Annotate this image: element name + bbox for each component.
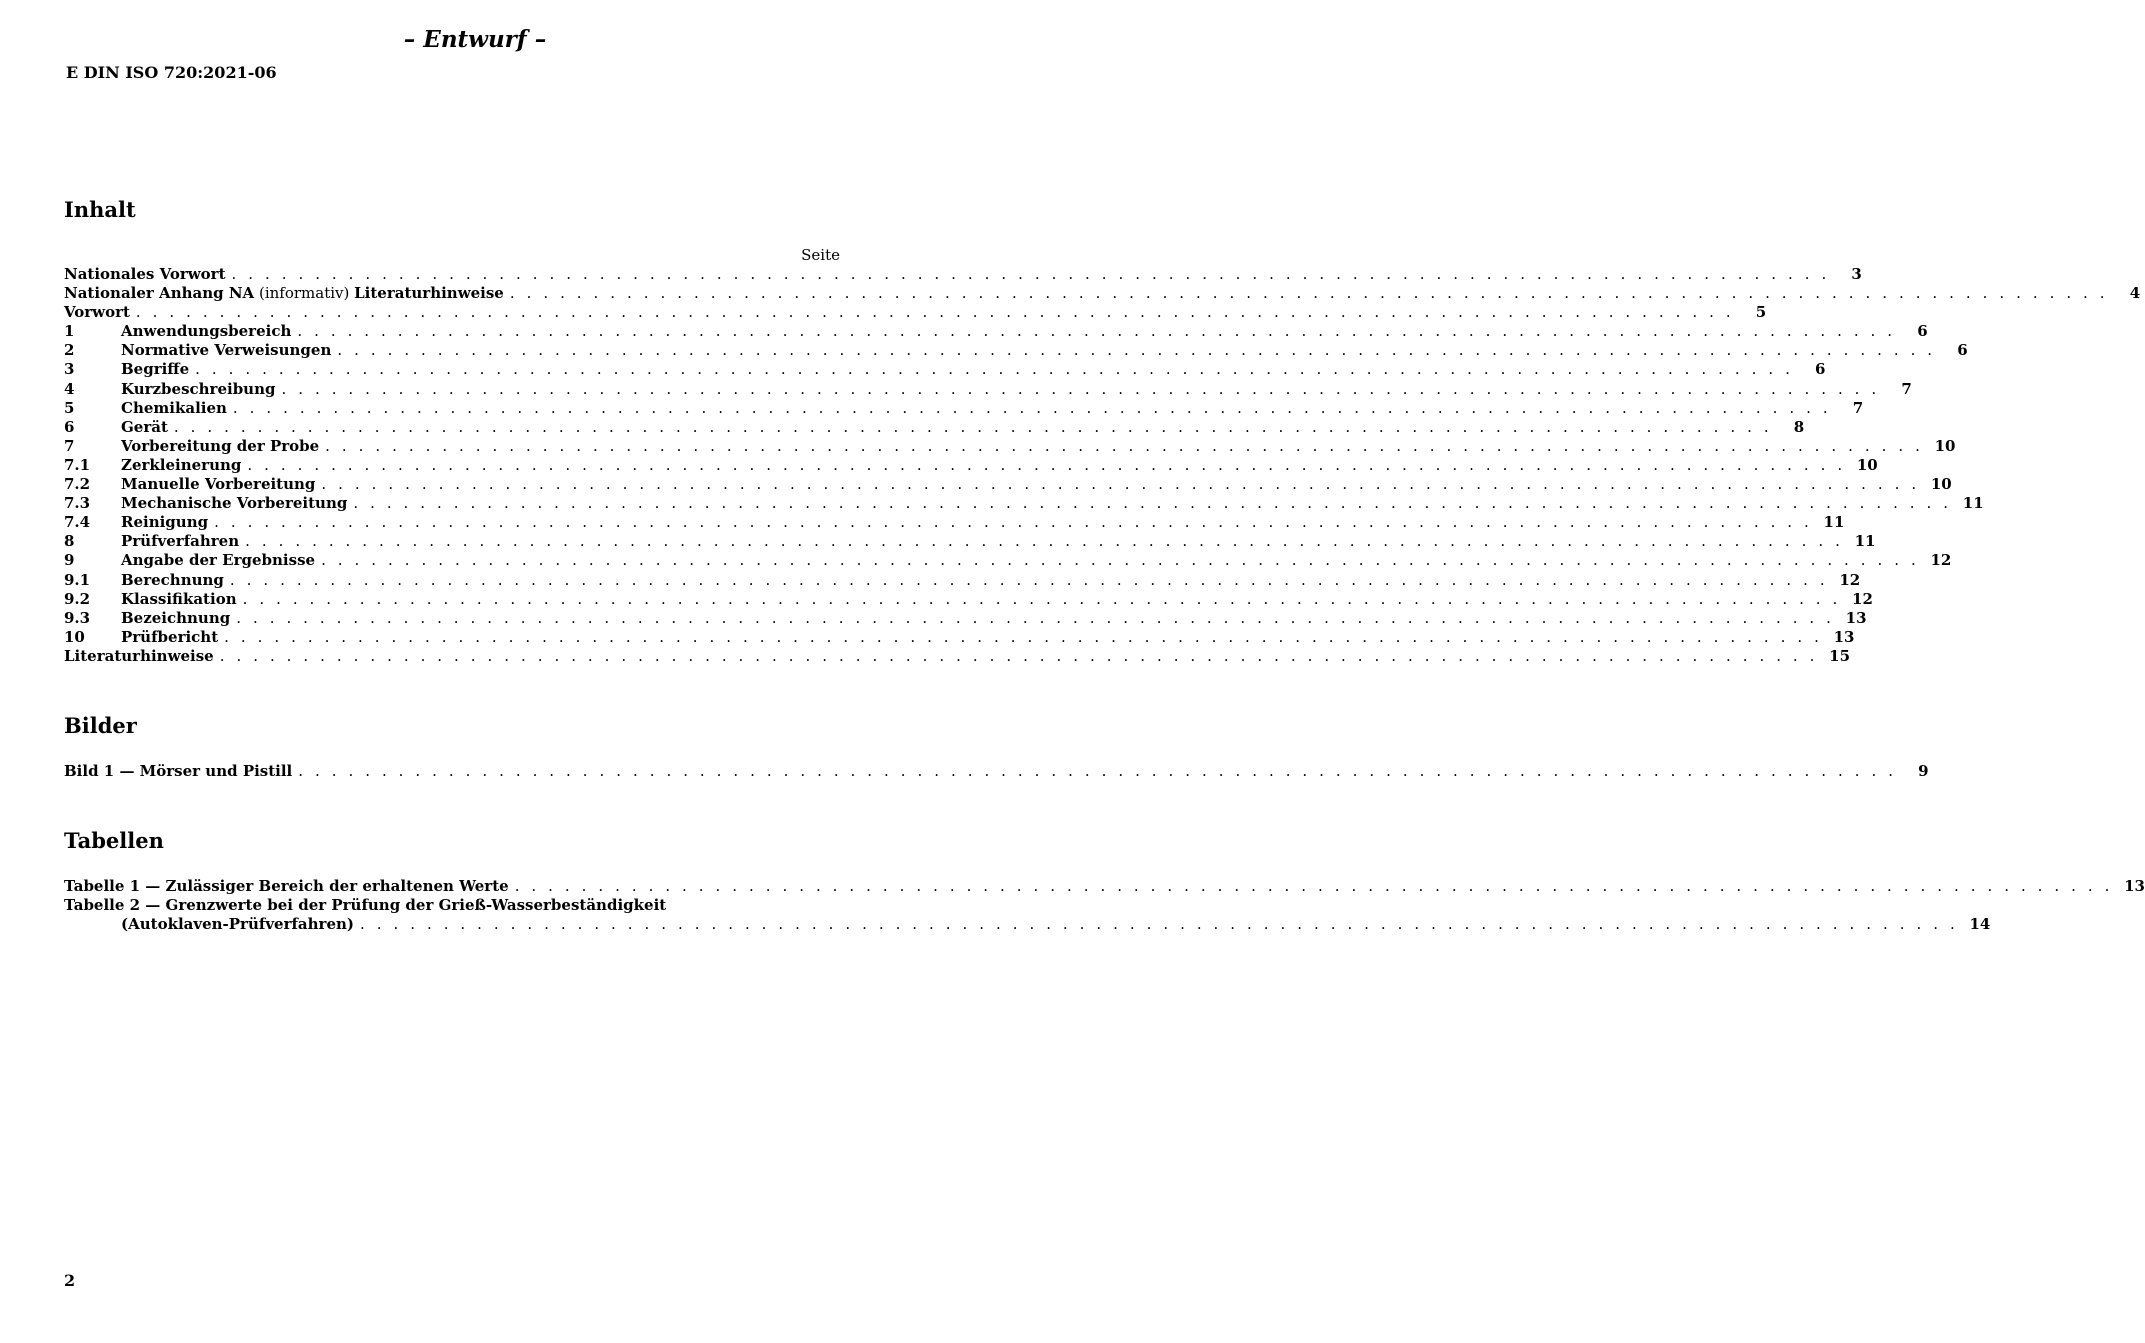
- toc-entry[interactable]: [64, 322, 1928, 341]
- toc-entry-page: 11: [1823, 513, 1845, 532]
- toc-entry-title: [121, 437, 319, 456]
- toc-entry-title-text: Literaturhinweise: [64, 646, 214, 665]
- toc-entry-number: 9.3: [64, 608, 91, 627]
- table-entry-page: 14: [1969, 915, 1991, 934]
- dot-leader: . . . . . . . . . . . . . . . . . . . . . . . . . . . . . . . . . . . . . . . . . . . . . . . . . . . . . . . . . . . . . . . . . . . . . . . . . . . . . . . . . . . . . . . . . . . . . . . .: [232, 398, 1832, 417]
- toc-entry-title-text: Gerät: [121, 417, 168, 436]
- toc-entry-page: 12: [1852, 589, 1873, 608]
- table-entry-title: Tabelle 1 — Zulässiger Bereich der erhaltenen Werte: [64, 877, 509, 895]
- dot-leader: . . . . . . . . . . . . . . . . . . . . . . . . . . . . . . . . . . . . . . . . . . . . . . . . . . . . . . . . . . . . . . . . . . . . . . . . . . . . . . . . . . . . . . . . . . . . . . . .: [509, 284, 2109, 303]
- dot-leader: . . . . . . . . . . . . . . . . . . . . . . . . . . . . . . . . . . . . . . . . . . . . . . . . . . . . . . . . . . . . . . . . . . . . . . . . . . . . . . . . . . . . . . . . . . . . . . . .: [224, 627, 1823, 646]
- toc-entry[interactable]: [64, 417, 1805, 437]
- toc-entry-page: 7: [1901, 379, 1912, 398]
- toc-entry-title: [121, 590, 237, 609]
- figure-entry-title: Bild 1 — Mörser und Pistill: [64, 762, 293, 780]
- toc-entry[interactable]: [64, 265, 1862, 284]
- toc-entry[interactable]: [64, 475, 1952, 494]
- contents-list: [64, 265, 2141, 666]
- toc-entry[interactable]: [64, 608, 1867, 628]
- toc-entry-title: [121, 571, 224, 590]
- toc-entry-title-text: Nationales Vorwort: [64, 265, 226, 283]
- dot-leader: . . . . . . . . . . . . . . . . . . . . . . . . . . . . . . . . . . . . . . . . . . . . . . . . . . . . . . . . . . . . . . . . . . . . . . . . . . . . . . . . . . . . . . . . . . . . . . . .: [321, 551, 1920, 570]
- toc-entry[interactable]: [64, 341, 1968, 360]
- toc-entry-title: [121, 551, 315, 570]
- table-entry[interactable]: [64, 896, 840, 915]
- dot-leader: . . . . . . . . . . . . . . . . . . . . . . . . . . . . . . . . . . . . . . . . . . . . . . . . . . . . . . . . . . . . . . . . . . . . . . . . . . . . . . . . . . . . . . . . . . . . . . . .: [321, 475, 1920, 494]
- dot-leader: . . . . . . . . . . . . . . . . . . . . . . . . . . . . . . . . . . . . . . . . . . . . . . . . . . . . . . . . . . . . . . . . . . . . . . . . . . . . . . . . . . . . . . . . . . . . . . . .: [219, 646, 1819, 665]
- dot-leader: . . . . . . . . . . . . . . . . . . . . . . . . . . . . . . . . . . . . . . . . . . . . . . . . . . . . . . . . . . . . . . . . . . . . . . . . . . . . . . . . . . . . . . . . . . . . . . . .: [229, 570, 1829, 589]
- toc-entry-number: 3: [64, 360, 75, 379]
- toc-entry-title-text: Berechnung: [121, 570, 224, 589]
- toc-entry-number: 7.2: [64, 475, 91, 494]
- toc-entry[interactable]: [64, 532, 1876, 551]
- toc-entry-number: 1: [64, 322, 75, 341]
- toc-entry-page: 7: [1852, 398, 1864, 417]
- dot-leader: . . . . . . . . . . . . . . . . . . . . . . . . . . . . . . . . . . . . . . . . . . . . . . . . . . . . . . . . . . . . . . . . . . . . . . . . . . . . . . . . . . . . . . . . . . . . . . . .: [353, 494, 1952, 513]
- toc-entry-title-text: Prüfbericht: [121, 627, 219, 646]
- toc-entry-title-text: Zerkleinerung: [121, 455, 242, 474]
- toc-entry-number: 7.1: [64, 455, 91, 474]
- toc-entry[interactable]: [64, 627, 1855, 647]
- tables-heading: Tabellen: [64, 828, 164, 853]
- dot-leader: . . . . . . . . . . . . . . . . . . . . . . . . . . . . . . . . . . . . . . . . . . . . . . . . . . . . . . . . . . . . . . . . . . . . . . . . . . . . . . . . . . . . . . . . . . . . . . . .: [135, 303, 1735, 322]
- table-entry-continuation[interactable]: [64, 915, 1991, 934]
- toc-entry-title-text: Klassifikation: [121, 589, 237, 608]
- toc-entry-title-text: Reinigung: [121, 513, 209, 532]
- toc-entry-page: 10: [1934, 436, 1956, 455]
- dot-leader: . . . . . . . . . . . . . . . . . . . . . . . . . . . . . . . . . . . . . . . . . . . . . . . . . . . . . . . . . . . . . . . . . . . . . . . . . . . . . . . . . . . . . . . . . . . . . . . .: [514, 877, 2113, 895]
- toc-entry-page: 5: [1755, 303, 1767, 322]
- toc-entry-title-text: Bezeichnung: [121, 608, 231, 627]
- toc-entry-title: [121, 399, 227, 418]
- figures-heading: Bilder: [64, 713, 137, 738]
- toc-entry-title-text: Vorbereitung der Probe: [121, 436, 320, 455]
- dot-leader: . . . . . . . . . . . . . . . . . . . . . . . . . . . . . . . . . . . . . . . . . . . . . . . . . . . . . . . . . . . . . . . . . . . . . . . . . . . . . . . . . . . . . . . . . . . . . . . .: [231, 265, 1830, 283]
- toc-entry-title-text: Anwendungsbereich: [121, 322, 292, 341]
- toc-entry-number: 5: [64, 398, 75, 417]
- toc-entry[interactable]: [64, 284, 2141, 303]
- toc-entry-page: 10: [1856, 455, 1878, 474]
- toc-entry-page: 10: [1930, 475, 1952, 494]
- toc-entry-page: 12: [1930, 551, 1952, 570]
- dot-leader: . . . . . . . . . . . . . . . . . . . . . . . . . . . . . . . . . . . . . . . . . . . . . . . . . . . . . . . . . . . . . . . . . . . . . . . . . . . . . . . . . . . . . . . . . . . . . . . .: [297, 322, 1896, 341]
- toc-entry-number: 6: [64, 417, 75, 436]
- toc-entry-title: [64, 303, 130, 322]
- toc-entry-title: [121, 532, 239, 551]
- table-entry-title: Tabelle 2 — Grenzwerte bei der Prüfung der Grieß-Wasserbeständigkeit: [64, 896, 667, 915]
- toc-entry-number: 10: [64, 627, 85, 646]
- toc-entry[interactable]: [64, 513, 1845, 532]
- toc-entry-page: 12: [1839, 570, 1861, 589]
- toc-entry-page: 8: [1793, 417, 1805, 436]
- toc-entry[interactable]: [64, 646, 1851, 666]
- draft-label: – Entwurf –: [403, 26, 547, 53]
- toc-entry-number: 2: [64, 341, 75, 360]
- toc-entry-title-text: Chemikalien: [121, 398, 227, 417]
- toc-entry-number: 7.4: [64, 513, 91, 532]
- toc-entry-title: [121, 360, 189, 379]
- toc-entry[interactable]: [64, 589, 1873, 609]
- page-column-label: Seite: [801, 246, 840, 264]
- toc-entry-number: 8: [64, 532, 75, 551]
- toc-entry-title-text: Manuelle Vorbereitung: [121, 475, 316, 494]
- toc-entry-title: [121, 341, 331, 360]
- dot-leader: . . . . . . . . . . . . . . . . . . . . . . . . . . . . . . . . . . . . . . . . . . . . . . . . . . . . . . . . . . . . . . . . . . . . . . . . . . . . . . . . . . . . . . . . . . . . . . . .: [337, 341, 1936, 360]
- toc-entry-title-text: Begriffe: [121, 360, 190, 379]
- toc-entry-page: 3: [1851, 265, 1862, 283]
- toc-entry-page: 11: [1962, 494, 1984, 513]
- toc-entry-title: [121, 494, 347, 513]
- page-number: 2: [64, 1271, 76, 1290]
- toc-entry[interactable]: [64, 303, 1767, 322]
- toc-entry-title: [121, 628, 218, 647]
- toc-entry-title: [121, 609, 230, 628]
- toc-entry-page: 6: [1957, 341, 1968, 360]
- toc-entry-title: [64, 265, 226, 284]
- toc-entry-title-text: Prüfverfahren: [121, 532, 240, 551]
- dot-leader: . . . . . . . . . . . . . . . . . . . . . . . . . . . . . . . . . . . . . . . . . . . . . . . . . . . . . . . . . . . . . . . . . . . . . . . . . . . . . . . . . . . . . . . . . . . . . . . .: [281, 379, 1880, 398]
- toc-entry-title: [121, 475, 315, 494]
- toc-entry-number: 9: [64, 551, 75, 570]
- toc-entry[interactable]: [64, 379, 1912, 399]
- document-id: E DIN ISO 720:2021-06: [66, 63, 277, 82]
- toc-entry-title: [121, 322, 291, 341]
- dot-leader: . . . . . . . . . . . . . . . . . . . . . . . . . . . . . . . . . . . . . . . . . . . . . . . . . . . . . . . . . . . . . . . . . . . . . . . . . . . . . . . . . . . . . . . . . . . . . . . .: [325, 436, 1924, 455]
- toc-entry-title-text: Angabe der Ergebnisse: [121, 551, 316, 570]
- table-entry-page: 13: [2124, 877, 2145, 895]
- toc-entry-number: 7.3: [64, 494, 91, 513]
- dot-leader: . . . . . . . . . . . . . . . . . . . . . . . . . . . . . . . . . . . . . . . . . . . . . . . . . . . . . . . . . . . . . . . . . . . . . . . . . . . . . . . . . . . . . . . . . . . . . . . .: [195, 360, 1794, 379]
- toc-entry-number: 9.2: [64, 589, 91, 608]
- toc-entry-number: 4: [64, 379, 75, 398]
- figure-entry[interactable]: [64, 762, 1929, 781]
- table-entry-title-continuation: (Autoklaven-Prüfverfahren): [121, 915, 355, 934]
- toc-entry[interactable]: [64, 455, 1878, 475]
- toc-entry-title: [64, 647, 214, 666]
- dot-leader: . . . . . . . . . . . . . . . . . . . . . . . . . . . . . . . . . . . . . . . . . . . . . . . . . . . . . . . . . . . . . . . . . . . . . . . . . . . . . . . . . . . . . . . . . . . . . . . .: [245, 532, 1844, 551]
- toc-entry-page: 4: [2129, 284, 2141, 303]
- dot-leader: . . . . . . . . . . . . . . . . . . . . . . . . . . . . . . . . . . . . . . . . . . . . . . . . . . . . . . . . . . . . . . . . . . . . . . . . . . . . . . . . . . . . . . . . . . . . . . . .: [247, 455, 1846, 474]
- dot-leader: . . . . . . . . . . . . . . . . . . . . . . . . . . . . . . . . . . . . . . . . . . . . . . . . . . . . . . . . . . . . . . . . . . . . . . . . . . . . . . . . . . . . . . . . . . . . . . . .: [236, 608, 1835, 627]
- table-entry[interactable]: [64, 877, 2145, 896]
- toc-entry-page: 13: [1845, 608, 1867, 627]
- toc-entry-title: [121, 456, 241, 475]
- dot-leader: . . . . . . . . . . . . . . . . . . . . . . . . . . . . . . . . . . . . . . . . . . . . . . . . . . . . . . . . . . . . . . . . . . . . . . . . . . . . . . . . . . . . . . . . . . . . . . . .: [360, 915, 1959, 934]
- toc-entry-title-text: Mechanische Vorbereitung: [121, 494, 348, 513]
- toc-entry-title: [121, 418, 168, 437]
- contents-heading: Inhalt: [64, 197, 136, 222]
- toc-entry-title-text: Kurzbeschreibung: [121, 379, 276, 398]
- toc-entry-title-text: Vorwort: [64, 303, 130, 322]
- toc-entry-page: 6: [1815, 360, 1826, 379]
- toc-entry-page: 6: [1917, 322, 1928, 341]
- toc-entry-title-text: Nationaler Anhang NA: [64, 284, 255, 303]
- figures-list: [64, 762, 1929, 781]
- toc-entry[interactable]: [64, 436, 1956, 456]
- toc-entry-title: [64, 284, 504, 303]
- toc-entry-page: 15: [1829, 646, 1851, 665]
- dot-leader: . . . . . . . . . . . . . . . . . . . . . . . . . . . . . . . . . . . . . . . . . . . . . . . . . . . . . . . . . . . . . . . . . . . . . . . . . . . . . . . . . . . . . . . . . . . . . . . .: [214, 513, 1813, 532]
- toc-entry[interactable]: [64, 551, 1952, 570]
- figure-entry-page: 9: [1918, 762, 1929, 780]
- tables-list: [64, 877, 2145, 934]
- toc-entry-page: 11: [1854, 532, 1876, 551]
- toc-entry-title-text: Normative Verweisungen: [121, 341, 332, 360]
- toc-entry-title-text-after: Literaturhinweise: [354, 284, 504, 303]
- toc-entry-title-note: (informativ): [254, 284, 355, 303]
- toc-entry-number: 7: [64, 436, 75, 455]
- dot-leader: . . . . . . . . . . . . . . . . . . . . . . . . . . . . . . . . . . . . . . . . . . . . . . . . . . . . . . . . . . . . . . . . . . . . . . . . . . . . . . . . . . . . . . . . . . . . . . . .: [173, 417, 1773, 436]
- toc-entry-title: [121, 513, 208, 532]
- dot-leader: . . . . . . . . . . . . . . . . . . . . . . . . . . . . . . . . . . . . . . . . . . . . . . . . . . . . . . . . . . . . . . . . . . . . . . . . . . . . . . . . . . . . . . . . . . . . . . . .: [298, 762, 1897, 780]
- toc-entry-number: 9.1: [64, 570, 91, 589]
- dot-leader: . . . . . . . . . . . . . . . . . . . . . . . . . . . . . . . . . . . . . . . . . . . . . . . . . . . . . . . . . . . . . . . . . . . . . . . . . . . . . . . . . . . . . . . . . . . . . . . .: [242, 589, 1841, 608]
- toc-entry[interactable]: [64, 360, 1826, 379]
- toc-entry-page: 13: [1833, 627, 1855, 646]
- toc-entry[interactable]: [64, 398, 1864, 418]
- toc-entry[interactable]: [64, 570, 1861, 590]
- toc-entry-title: [121, 380, 275, 399]
- toc-entry[interactable]: [64, 494, 1984, 513]
